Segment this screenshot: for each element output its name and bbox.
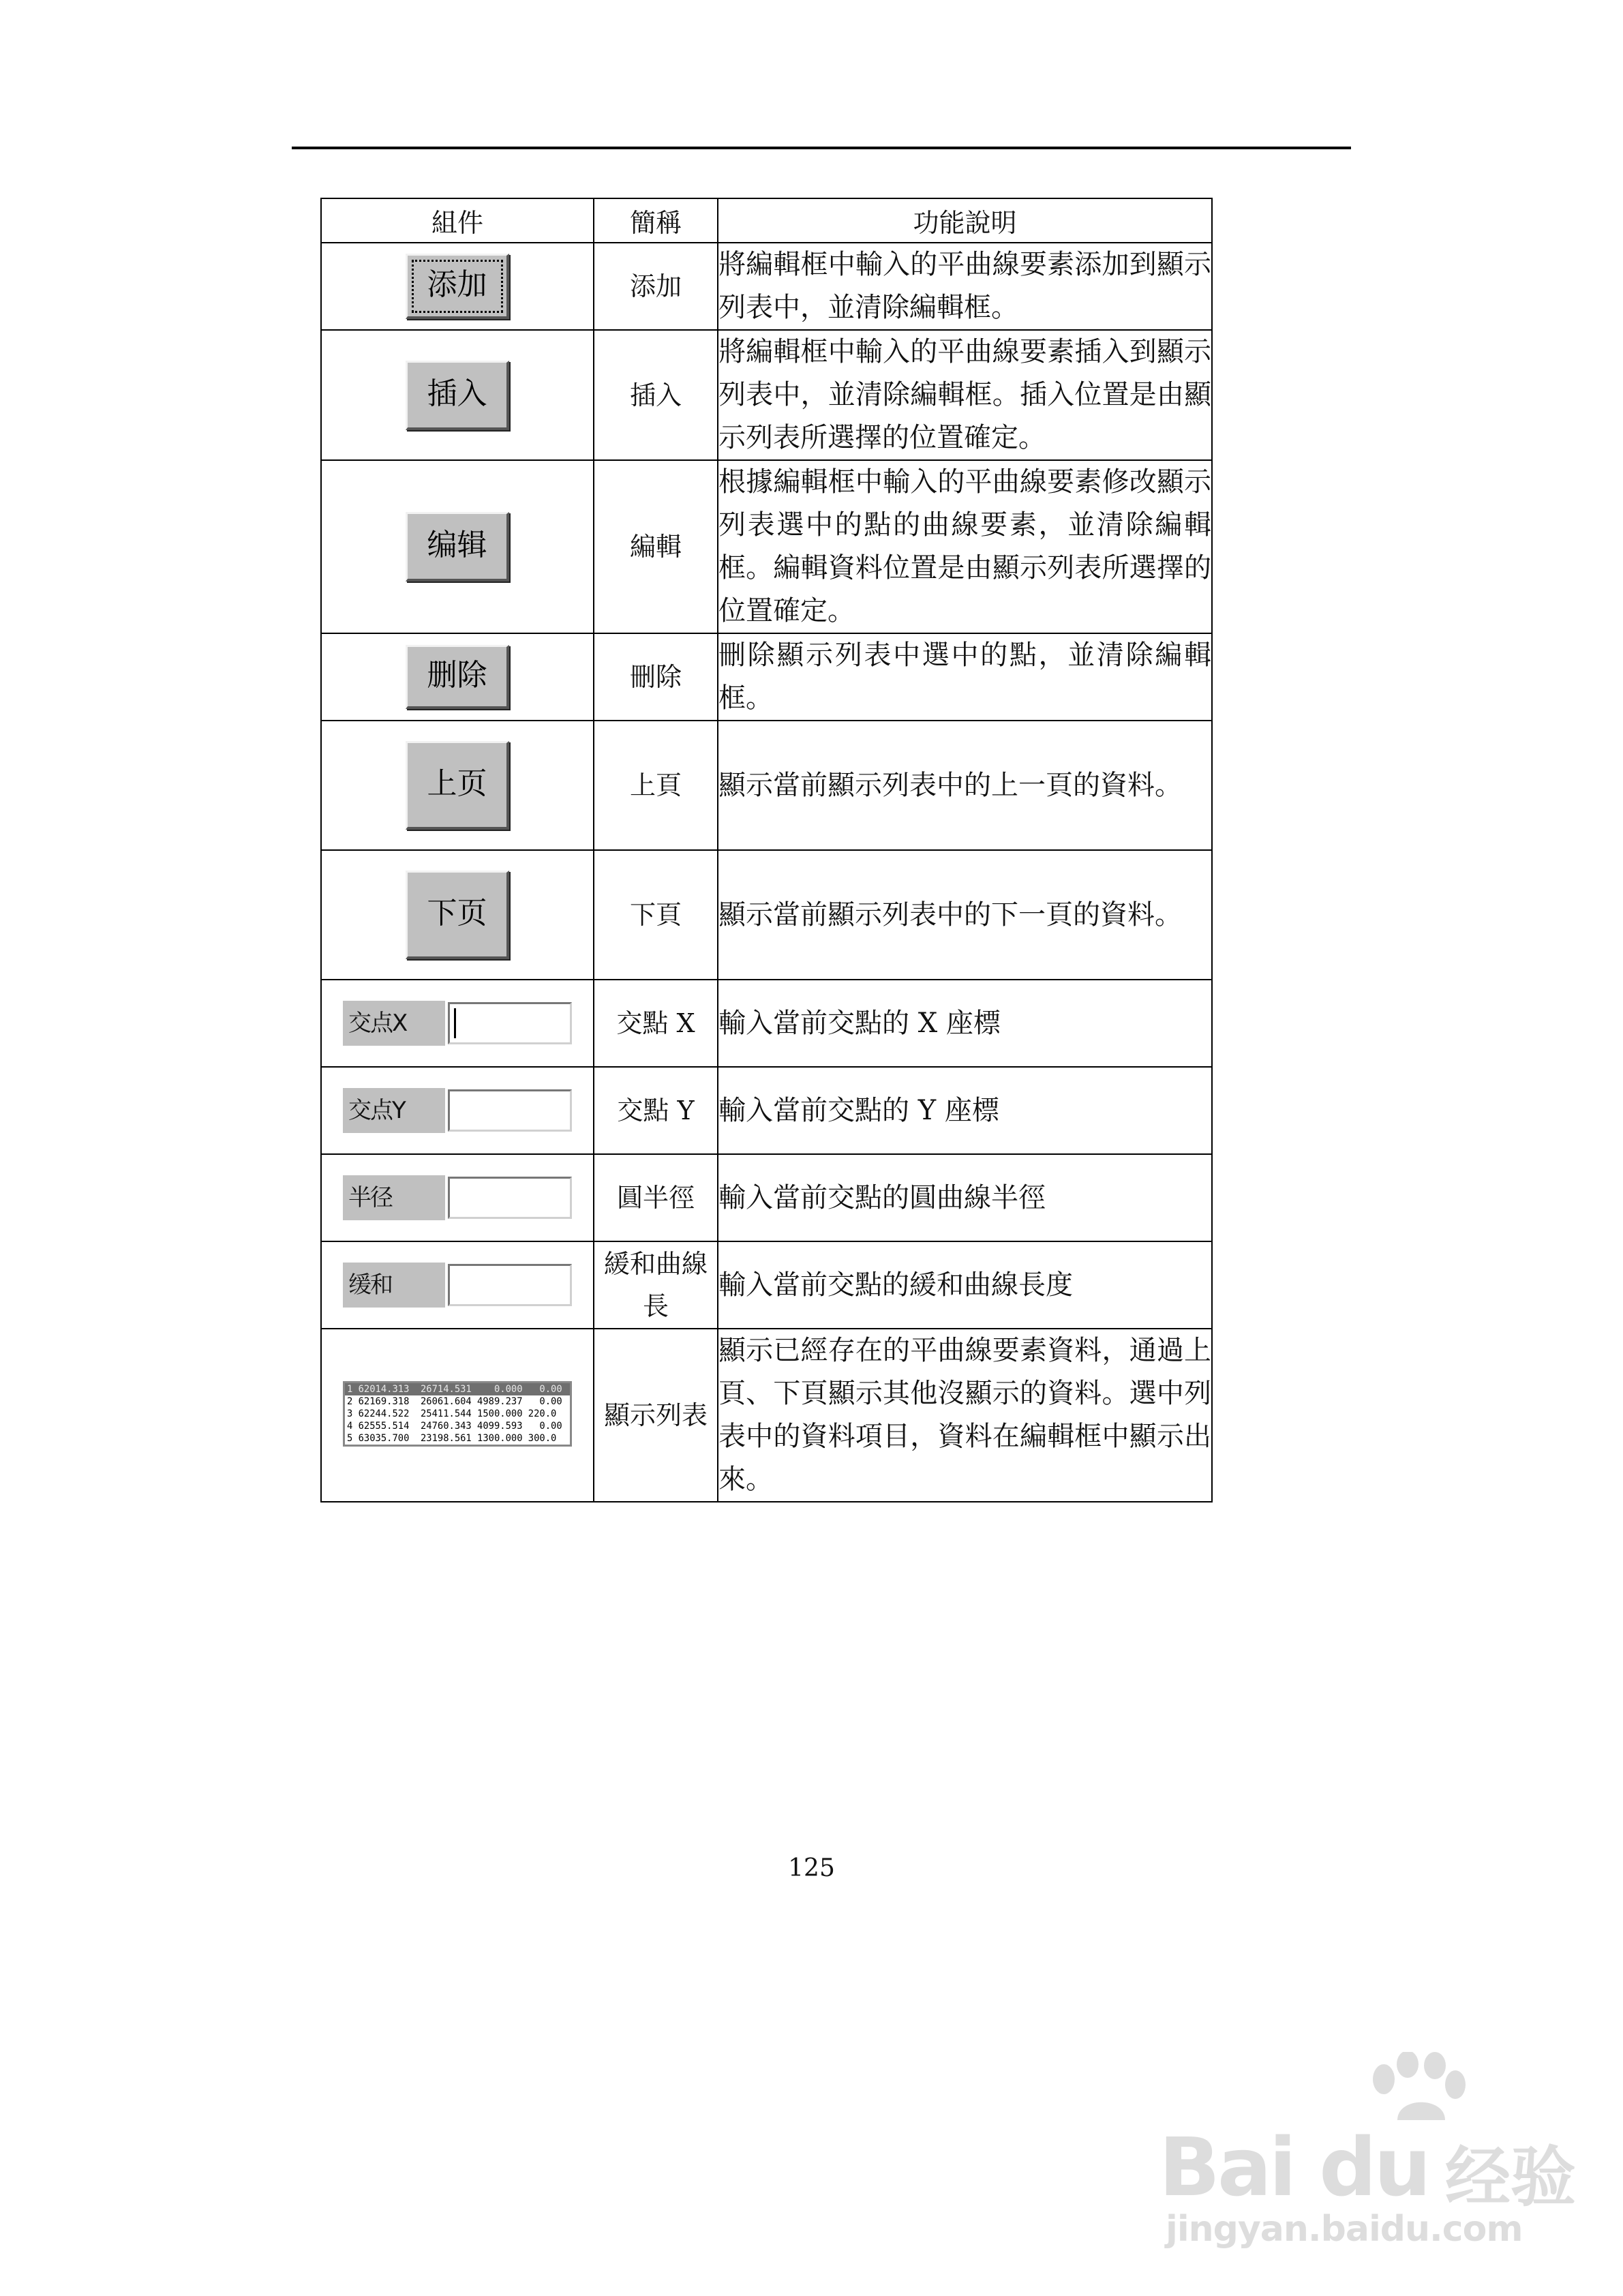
list-item[interactable]: 1 62014.313 26714.531 0.000 0.00 bbox=[345, 1383, 570, 1395]
add-button[interactable]: 添加 bbox=[406, 254, 509, 319]
watermark-jingyan: 经验 bbox=[1445, 2139, 1576, 2216]
radius-label: 半径 bbox=[343, 1175, 445, 1220]
insert-button[interactable]: 插入 bbox=[406, 361, 509, 430]
table-row bbox=[321, 1241, 1212, 1329]
table-row bbox=[321, 1067, 1212, 1154]
abbr-cell: 下頁 bbox=[594, 850, 718, 980]
delete-button[interactable]: 删除 bbox=[406, 645, 509, 709]
desc-cell: 顯示已經存在的平曲線要素資料，通過上頁、下頁顯示其他沒顯示的資料。選中列表中的資料項目，資料在編輯框中顯示出來。 bbox=[718, 1329, 1212, 1502]
table-row bbox=[321, 633, 1212, 721]
radius-input[interactable] bbox=[448, 1177, 572, 1219]
intersection-x-label: 交点X bbox=[343, 1001, 445, 1046]
component-table bbox=[320, 198, 1213, 1502]
desc-cell: 刪除顯示列表中選中的點，並清除編輯框。 bbox=[718, 633, 1212, 721]
abbr-cell: 添加 bbox=[594, 243, 718, 330]
desc-cell: 輸入當前交點的緩和曲線長度 bbox=[718, 1241, 1212, 1329]
intersection-x-input[interactable] bbox=[448, 1002, 572, 1044]
abbr-cell: 編輯 bbox=[594, 460, 718, 633]
baidu-watermark bbox=[1159, 2052, 1609, 2250]
table-row bbox=[321, 460, 1212, 633]
abbr-cell: 緩和曲線長 bbox=[594, 1241, 718, 1329]
text-caret bbox=[454, 1008, 456, 1038]
list-item[interactable]: 2 62169.318 26061.604 4989.237 0.00 bbox=[347, 1396, 562, 1407]
table-row bbox=[321, 1154, 1212, 1241]
desc-cell: 將編輯框中輸入的平曲線要素插入到顯示列表中，並清除編輯框。插入位置是由顯示列表所選擇的位置確定。 bbox=[718, 330, 1212, 460]
abbr-cell: 交點 X bbox=[594, 980, 718, 1067]
desc-cell: 根據編輯框中輸入的平曲線要素修改顯示列表選中的點的曲線要素，並清除編輯框。編輯資料位置是由顯示列表所選擇的位置確定。 bbox=[718, 460, 1212, 633]
abbr-cell: 顯示列表 bbox=[594, 1329, 718, 1502]
abbr-cell: 上頁 bbox=[594, 721, 718, 850]
page-up-button[interactable]: 上页 bbox=[406, 741, 509, 830]
list-item[interactable]: 3 62244.522 25411.544 1500.000 220.0 bbox=[347, 1408, 557, 1419]
table-row bbox=[321, 721, 1212, 850]
abbr-cell: 插入 bbox=[594, 330, 718, 460]
intersection-y-input[interactable] bbox=[448, 1089, 572, 1132]
page-number: 125 bbox=[788, 1854, 835, 1882]
desc-cell: 輸入當前交點的 Y 座標 bbox=[718, 1067, 1212, 1154]
table-row bbox=[321, 850, 1212, 980]
watermark-brand: Bai du bbox=[1159, 2120, 1429, 2214]
header-abbreviation: 簡稱 bbox=[594, 198, 718, 243]
desc-cell: 顯示當前顯示列表中的上一頁的資料。 bbox=[718, 721, 1212, 850]
desc-cell: 將編輯框中輸入的平曲線要素添加到顯示列表中，並清除編輯框。 bbox=[718, 243, 1212, 330]
edit-button[interactable]: 编辑 bbox=[406, 512, 509, 581]
desc-cell: 輸入當前交點的 X 座標 bbox=[718, 980, 1212, 1067]
table-row bbox=[321, 980, 1212, 1067]
transition-label: 缓和 bbox=[343, 1263, 445, 1308]
abbr-cell: 圓半徑 bbox=[594, 1154, 718, 1241]
paw-icon bbox=[1363, 2052, 1472, 2127]
desc-cell: 輸入當前交點的圓曲線半徑 bbox=[718, 1154, 1212, 1241]
page-down-button[interactable]: 下页 bbox=[406, 871, 509, 959]
abbr-cell: 交點 Y bbox=[594, 1067, 718, 1154]
display-list[interactable] bbox=[343, 1381, 572, 1447]
abbr-cell: 刪除 bbox=[594, 633, 718, 721]
table-row bbox=[321, 243, 1212, 330]
header-component: 組件 bbox=[321, 198, 594, 243]
list-item[interactable]: 5 63035.700 23198.561 1300.000 300.0 bbox=[347, 1433, 557, 1444]
table-row bbox=[321, 330, 1212, 460]
list-item[interactable]: 4 62555.514 24760.343 4099.593 0.00 bbox=[347, 1421, 562, 1432]
intersection-y-label: 交点Y bbox=[343, 1088, 445, 1133]
transition-input[interactable] bbox=[448, 1264, 572, 1306]
desc-cell: 顯示當前顯示列表中的下一頁的資料。 bbox=[718, 850, 1212, 980]
table-header-row bbox=[321, 198, 1212, 243]
table-row bbox=[321, 1329, 1212, 1502]
header-rule bbox=[292, 147, 1351, 149]
watermark-url: jingyan.baidu.com bbox=[1166, 2209, 1523, 2250]
header-description: 功能說明 bbox=[718, 198, 1212, 243]
